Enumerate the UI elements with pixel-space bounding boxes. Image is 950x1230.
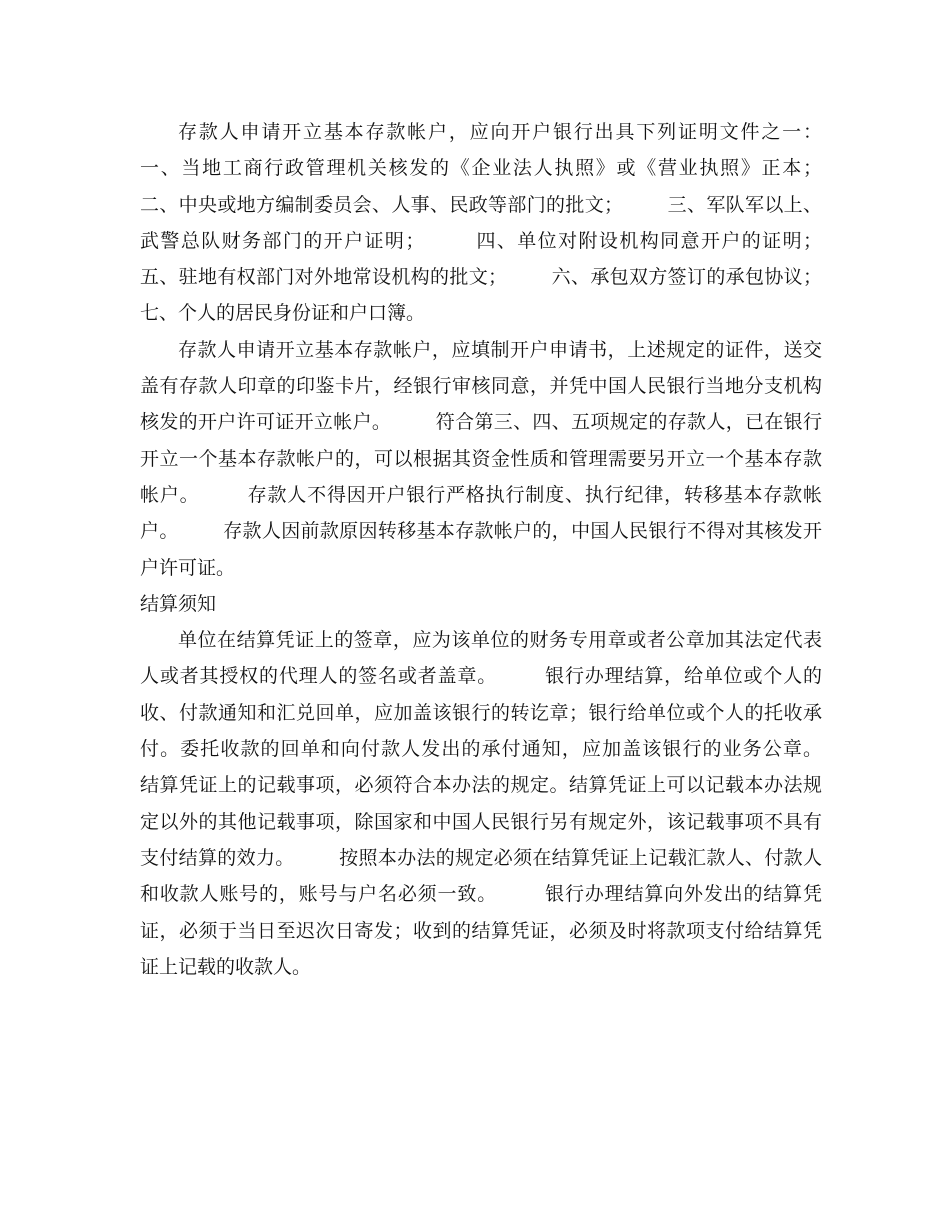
paragraph-account-opening: 存款人申请开立基本存款帐户，应填制开户申请书，上述规定的证件，送交盖有存款人印章的印鉴卡片，经银行审核同意，并凭中国人民银行当地分支机构核发的开户许可证开立帐户。 符合第三、四、五项规定的存款人，已在银行开立一个基本存款帐户的，可以根据其资金性质和管理需要另开立一个基本存款帐户。 存款人不得因开户银行严格执行制度、执行纪律，转移基本存款帐户。 存款人因前款原因转移基本存款帐户的，中国人民银行不得对其核发开户许可证。	[140, 338, 822, 579]
paragraph-account-documents: 存款人申请开立基本存款帐户，应向开户银行出具下列证明文件之一： 一、当地工商行政管理机关核发的《企业法人执照》或《营业执照》正本； 二、中央或地方编制委员会、人事、民政等部门的批文； 三、军队军以上、武警总队财务部门的开户证明； 四、单位对附设机构同意开户的证明； 五、驻地有权部门对外地常设机构的批文； 六、承包双方签订的承包协议； 七、个人的居民身份证和户口簿。	[140, 121, 865, 325]
section-heading: 结算须知	[140, 592, 217, 615]
document-body	[140, 114, 865, 985]
paragraph-settlement-rules: 单位在结算凭证上的签章，应为该单位的财务专用章或者公章加其法定代表人或者其授权的代理人的签名或者盖章。 银行办理结算，给单位或个人的收、付款通知和汇兑回单，应加盖该银行的转讫章；银行给单位或个人的托收承付。委托收款的回单和向付款人发出的承付通知，应加盖该银行的业务公章。 结算凭证上的记载事项，必须符合本办法的规定。结算凭证上可以记载本办法规定以外的其他记载事项，除国家和中国人民银行另有规定外，该记载事项不具有支付结算的效力。 按照本办法的规定必须在结算凭证上记载汇款人、付款人和收款人账号的，账号与户名必须一致。 银行办理结算向外发出的结算凭证，必须于当日至迟次日寄发；收到的结算凭证，必须及时将款项支付给结算凭证上记载的收款人。	[140, 629, 865, 978]
